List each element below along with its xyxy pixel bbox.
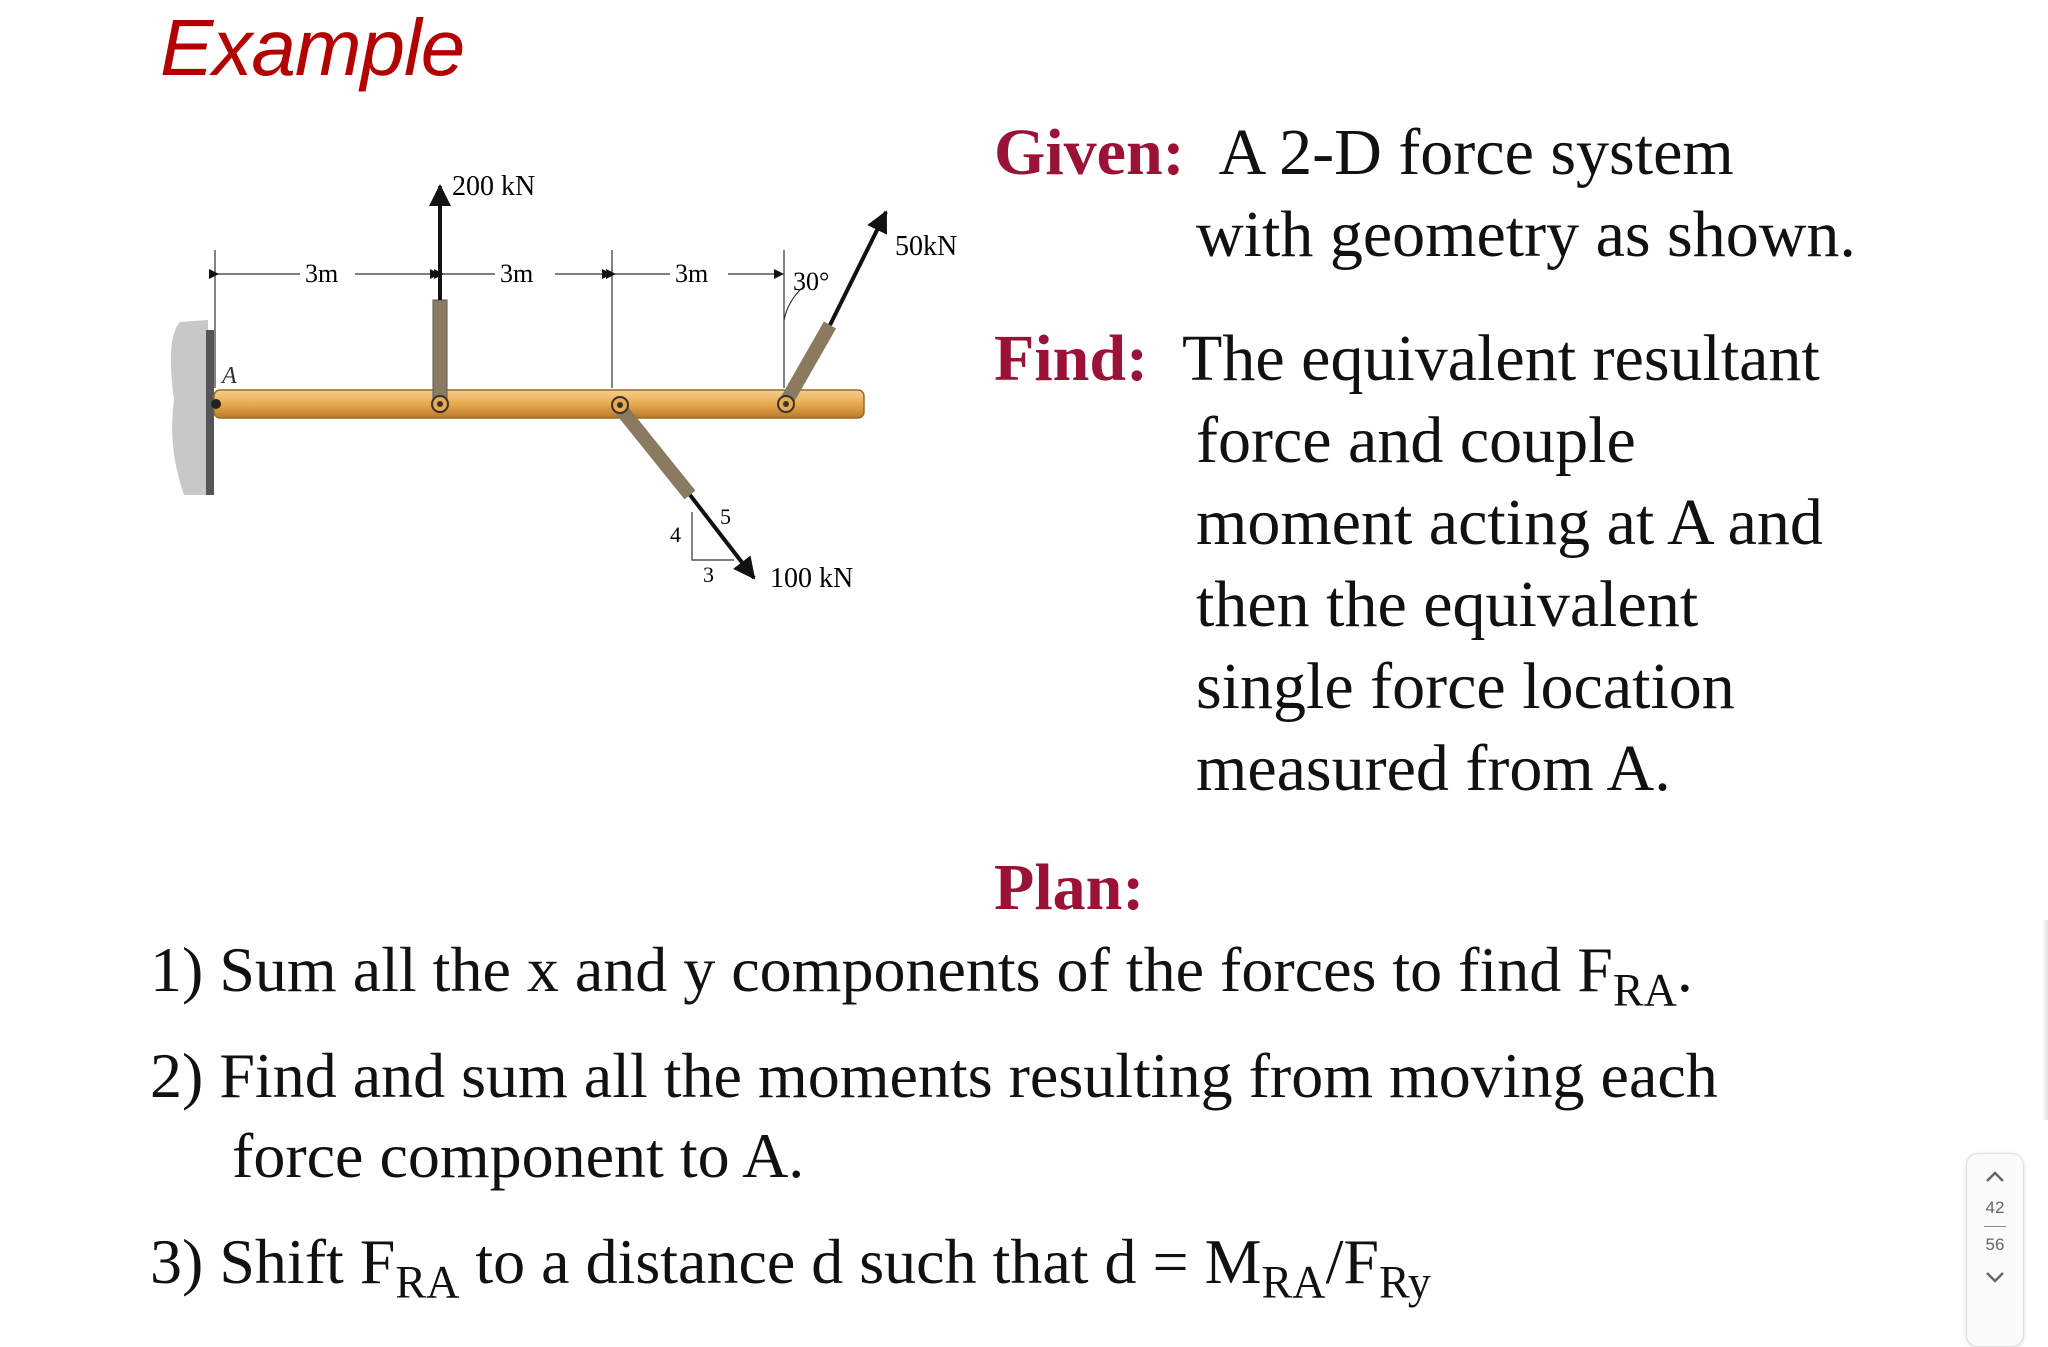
angle-label: 30° xyxy=(793,267,830,296)
find-line-2: force and couple xyxy=(1196,404,1636,477)
slope-vertical-label: 4 xyxy=(670,522,681,547)
current-page-number: 42 xyxy=(1985,1198,2005,1217)
dimension-label-1: 3m xyxy=(305,259,339,288)
force-system-diagram xyxy=(150,150,990,670)
point-a-label: A xyxy=(222,363,237,389)
force-100kn-arrow xyxy=(612,397,754,578)
previous-page-button[interactable] xyxy=(1967,1154,2023,1198)
force-200kn-label: 200 kN xyxy=(452,171,536,202)
given-label: Given: xyxy=(994,116,1185,189)
find-line-1: The equivalent resultant xyxy=(1182,322,1820,395)
page-navigator xyxy=(1966,1153,2024,1347)
dimension-label-3: 3m xyxy=(675,259,709,288)
fixed-wall-support xyxy=(171,320,214,495)
plan-item-2: 2) Find and sum all the moments resulting from moving each force component to A. xyxy=(150,1040,1718,1191)
dimension-label-2: 3m xyxy=(500,259,534,288)
force-50kn-label: 50kN xyxy=(895,231,958,262)
given-block xyxy=(994,112,1856,276)
next-page-button[interactable] xyxy=(1967,1255,2023,1299)
page-separator xyxy=(1984,1226,2006,1227)
plan-label: Plan: xyxy=(994,851,1145,924)
force-200kn-arrow xyxy=(432,186,448,412)
given-line-1: A 2-D force system xyxy=(1218,116,1734,189)
plan-list xyxy=(150,930,1718,1328)
force-100kn-label: 100 kN xyxy=(770,563,854,594)
total-page-number: 56 xyxy=(1985,1235,2005,1254)
find-line-3: moment acting at A and xyxy=(1196,486,1823,559)
slide-title: Example xyxy=(160,3,465,92)
force-50kn-arrow xyxy=(778,212,886,412)
page-edge-shadow xyxy=(2042,920,2048,1120)
find-label: Find: xyxy=(994,322,1149,395)
chevron-down-icon xyxy=(1967,1255,2023,1299)
find-line-5: single force location xyxy=(1196,650,1735,723)
given-line-2: with geometry as shown. xyxy=(1196,198,1856,271)
find-line-6: measured from A. xyxy=(1196,732,1671,805)
slope-horizontal-label: 3 xyxy=(703,562,714,587)
find-line-4: then the equivalent xyxy=(1196,568,1699,641)
plan-item-1: 1) Sum all the x and y components of the forces to find $F_{RA}$. xyxy=(150,934,1693,1016)
slope-hypotenuse-label: 5 xyxy=(720,504,731,529)
chevron-up-icon xyxy=(1967,1154,2023,1198)
plan-item-3: 3) Shift $F_{RA}$ to a distance d such that $d = M_{RA}/F_{Ry}$ xyxy=(150,1226,1431,1308)
beam xyxy=(214,390,864,418)
find-block xyxy=(994,318,1823,810)
